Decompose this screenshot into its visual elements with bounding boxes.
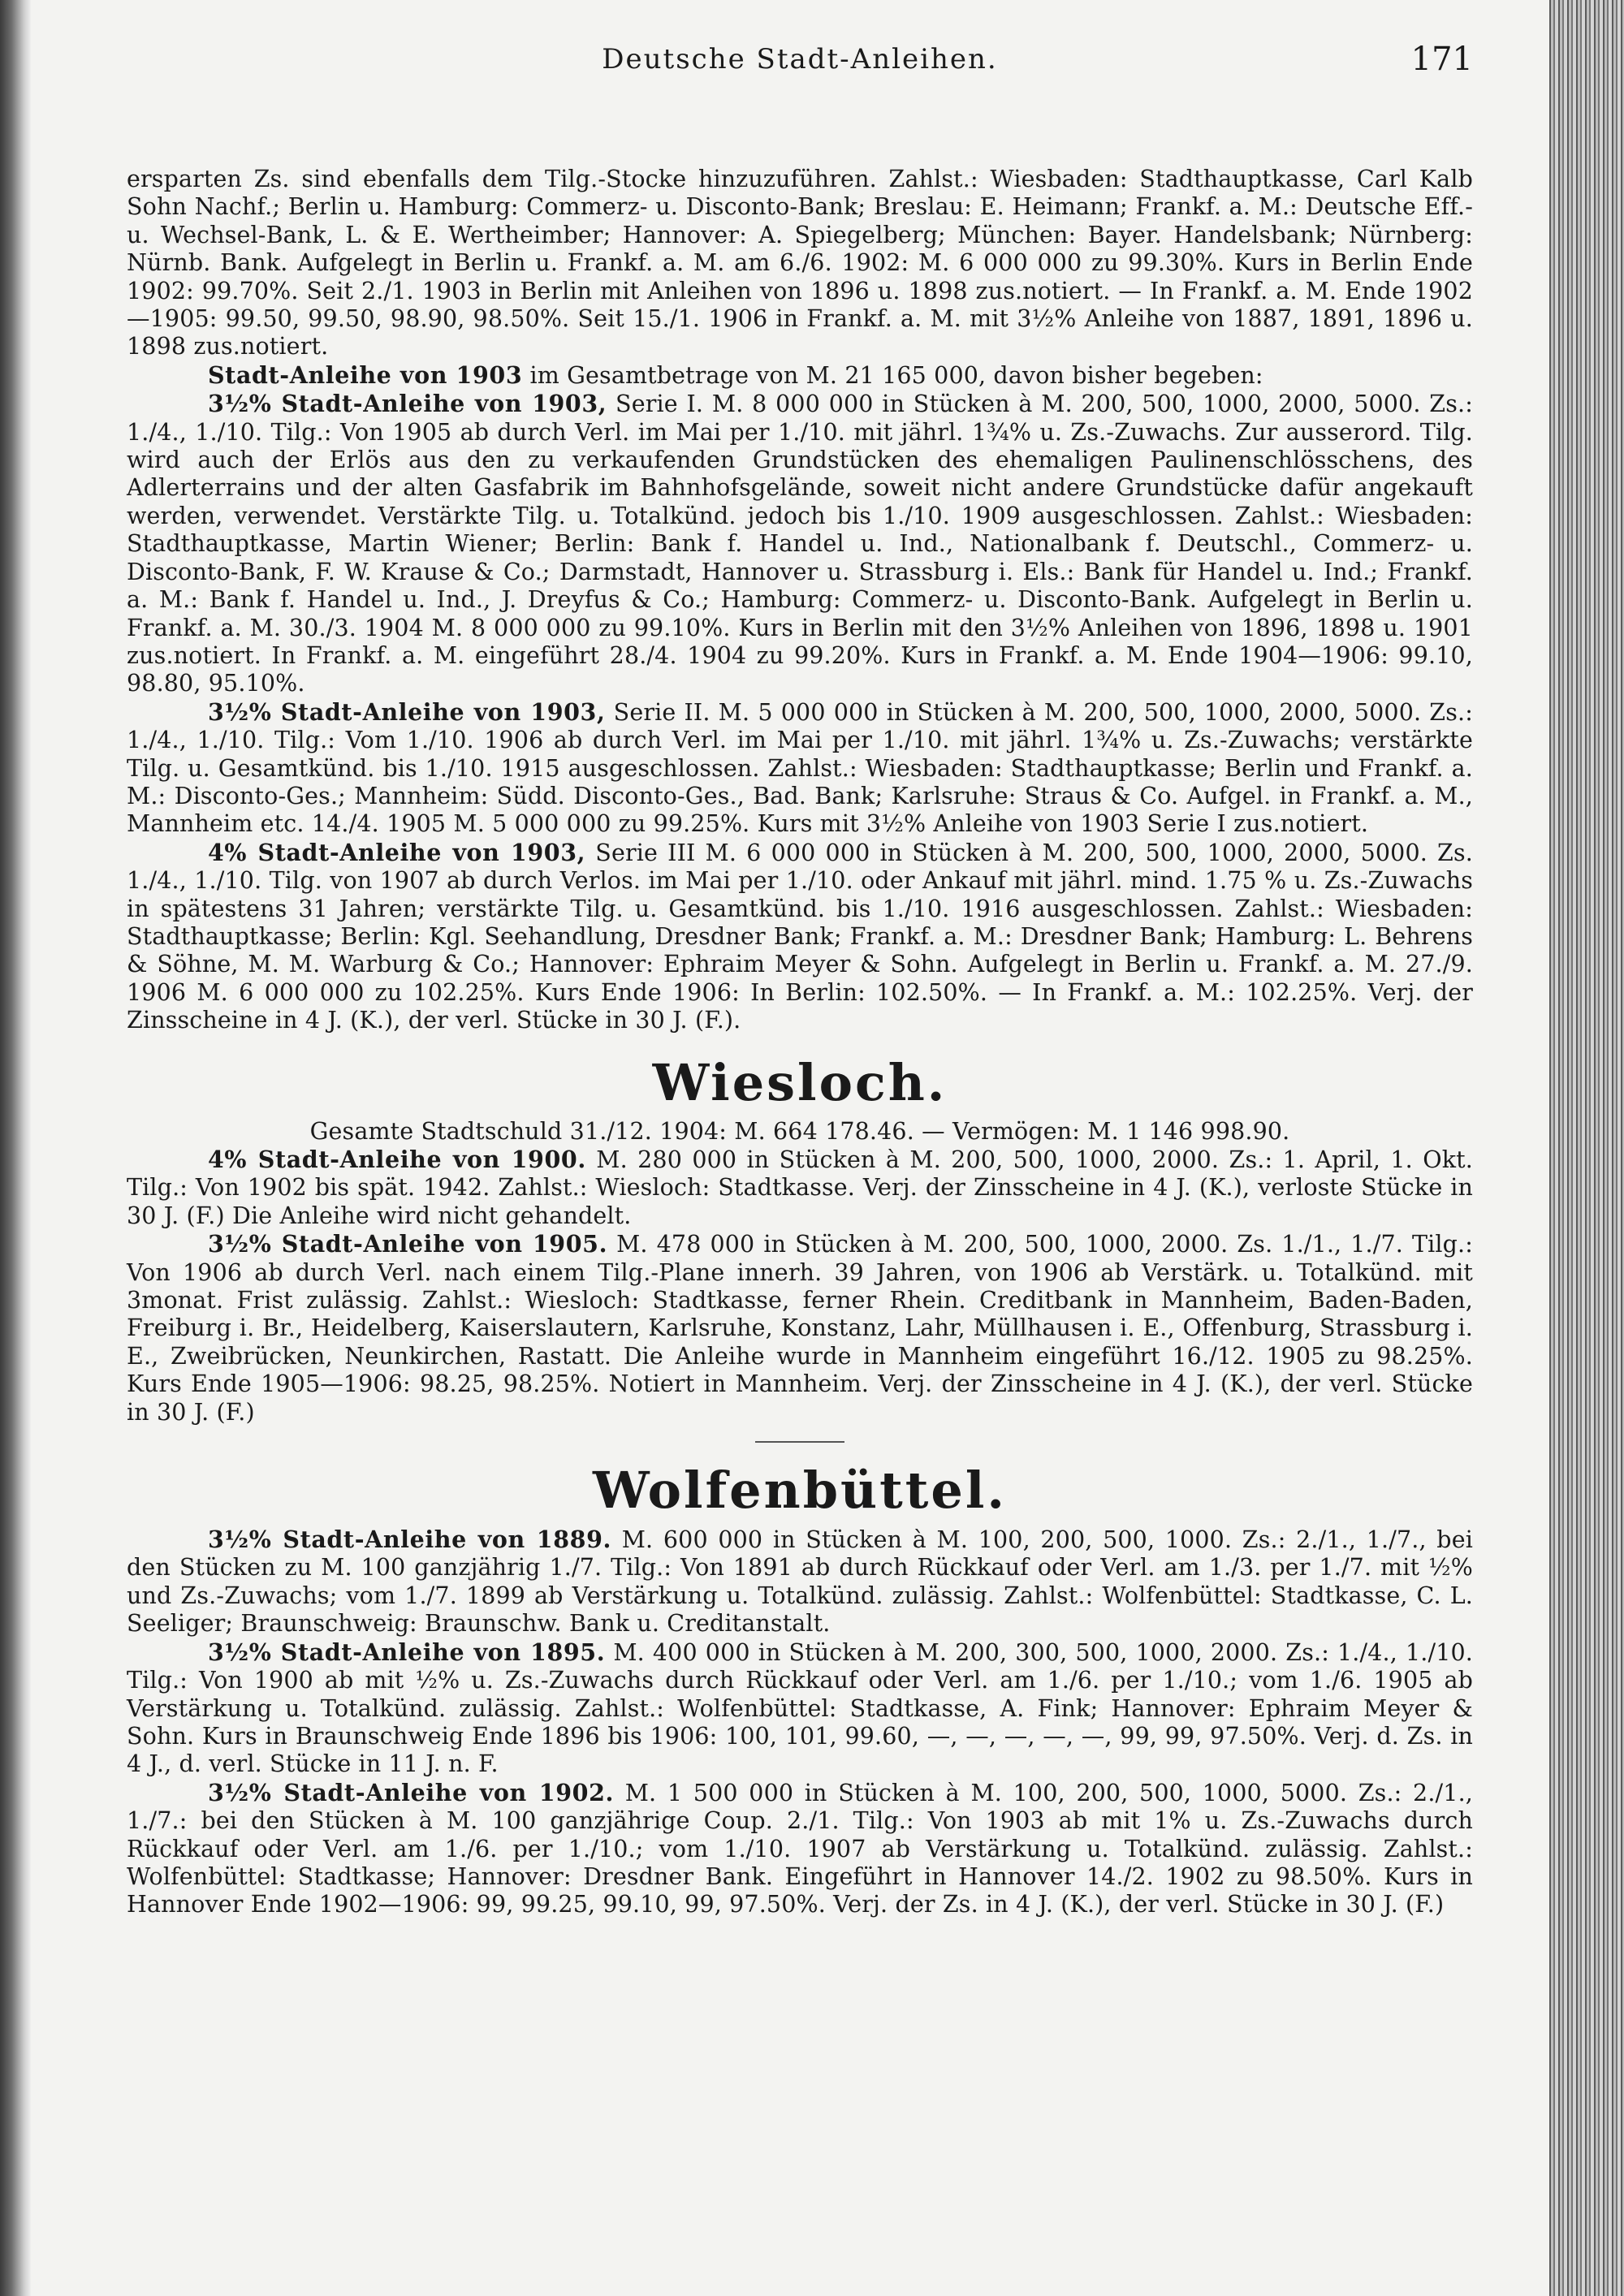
loan-heading: 4% Stadt-Anleihe von 1900. (208, 1146, 586, 1173)
loan-heading: 4% Stadt-Anleihe von 1903, (208, 838, 586, 866)
paragraph-text: M. 1 500 000 in Stücken à M. 100, 200, 500, 1000, 5000. Zs.: 2./1., 1./7.: bei den Stücken à M. 100 ganzjährige Coup. 2./1. Tilg.: Von 1903 ab mit 1% u. Zs.-Zuwachs durch Rückkauf oder Verl. am 1./6. per 1./10.; vom 1./10. 1907 ab Verstärkung u. Totalkünd. zulässig. Zahlst.: Wolfenbüttel: Stadtkasse; Hannover: Dresdner Bank. Eingeführt in Hannover 14./2. 1902 zu 98.50%. Kurs in Hannover Ende 1902—1906: 99, 99.25, 99.10, 99, 97.50%. Verj. der Zs. in 4 J. (K.), der verl. Stücke in 30 J. (F.) (127, 1779, 1473, 1918)
scan-edge-right (1549, 0, 1624, 2296)
loan-heading: Stadt-Anleihe von 1903 (208, 360, 523, 389)
book-page (31, 0, 1549, 2296)
loan-heading: 3½% Stadt-Anleihe von 1895. (208, 1638, 606, 1666)
paragraph (127, 698, 1473, 839)
paragraph-text: im Gesamtbetrage von M. 21 165 000, davon bisher begeben: (522, 361, 1263, 389)
page-number: 171 (1410, 41, 1473, 78)
loan-heading: 3½% Stadt-Anleihe von 1905. (208, 1230, 608, 1258)
loan-heading: 3½% Stadt-Anleihe von 1903, (208, 697, 606, 726)
section-title-wiesloch: Wiesloch. (652, 1052, 948, 1112)
section-divider (755, 1441, 844, 1443)
paragraph-text: M. 478 000 in Stücken à M. 200, 500, 1000, 2000. Zs. 1./1., 1./7. Tilg.: Von 1906 ab durch Verl. nach einem Tilg.-Plane innerh. 39 Jahren, von 1906 ab Verstärk. u. Totalkünd. mit 3monat. Frist zulässig. Zahlst.: Wiesloch: Stadtkasse, ferner Rhein. Creditbank in Mannheim, Baden-Baden, Freiburg i. Br., Heidelberg, Kaiserslautern, Karlsruhe, Konstanz, Lahr, Müllhausen i. E., Offenburg, Strassburg i. E., Zweibrücken, Neunkirchen, Rastatt. Die Anleihe wurde in Mannheim eingeführt 16./12. 1905 zu 98.25%. Kurs Ende 1905—1906: 98.25, 98.25%. Notiert in Mannheim. Verj. der Zinsscheine in 4 J. (K.), der verl. Stücke in 30 J. (F.) (127, 1231, 1474, 1426)
paragraph-text: Serie I. M. 8 000 000 in Stücken à M. 200, 500, 1000, 2000, 5000. Zs.: 1./4., 1./10. Tilg.: Von 1905 ab durch Verl. im Mai per 1./10. mit jährl. 1¾% u. Zs.-Zuwachs. Zur ausserord. Tilg. wird auch der Erlös aus den zu verkaufenden Grundstücken des ehemaligen Paulinenschlösschens, des Adlerterrains und der alten Gasfabrik im Bahnhofsgelände, soweit nicht andere Grundstücke dafür angekauft werden, verwendet. Verstärkte Tilg. u. Totalkünd. jedoch bis 1./10. 1909 ausgeschlossen. Zahlst.: Wiesbaden: Stadthauptkasse, Martin Wiener; Berlin: Bank f. Handel u. Ind., Nationalbank f. Deutschl., Commerz- u. Disconto-Bank, F. W. Krause & Co.; Darmstadt, Hannover u. Strassburg i. Els.: Bank für Handel u. Ind.; Frankf. a. M.: Bank f. Handel u. Ind., J. Dreyfus & Co.; Hamburg: Commerz- u. Disconto-Bank. Aufgelegt in Berlin u. Frankf. a. M. 30./3. 1904 M. 8 000 000 zu 99.10%. Kurs in Berlin mit den 3½% Anleihen von 1896, 1898 u. 1901 zus.notiert. In Frankf. a. M. eingeführt 28./4. 1904 zu 99.20%. Kurs in Frankf. a. M. Ende 1904—1906: 99.10, 98.80, 95.10%. (127, 391, 1473, 697)
paragraph-text: M. 280 000 in Stücken à M. 200, 500, 1000, 2000. Zs.: 1. April, 1. Okt. Tilg.: Von 1902 bis spät. 1942. Zahlst.: Wiesloch: Stadtkasse. Verj. der Zinsscheine in 4 J. (K.), verloste Stücke in 30 J. (F.) Die Anleihe wird nicht gehandelt. (127, 1146, 1473, 1229)
section-title-wolfenbuettel: Wolfenbüttel. (593, 1461, 1007, 1521)
paragraph (127, 1779, 1473, 1919)
paragraph-text: M. 400 000 in Stücken à M. 200, 300, 500, 1000, 2000. Zs.: 1./4., 1./10. Tilg.: Von 1900 ab mit ½% u. Zs.-Zuwachs durch Rückkauf oder Verl. am 1./6. per 1./10.; vom 1./6. 1905 ab Verstärkung u. Totalkünd. zulässig. Zahlst.: Wolfenbüttel: Stadtkasse, A. Fink; Hannover: Ephraim Meyer & Sohn. Kurs in Braunschweig Ende 1896 bis 1906: 100, 101, 99.60, —, —, —, —, —, 99, 99, 97.50%. Verj. d. Zs. in 4 J., d. verl. Stücke in 11 J. n. F. (127, 1638, 1473, 1778)
loan-heading: 3½% Stadt-Anleihe von 1889. (208, 1526, 612, 1554)
paragraph (127, 390, 1473, 697)
scan-edge-left (0, 0, 31, 2296)
paragraph (127, 1526, 1473, 1638)
paragraph (127, 1638, 1473, 1779)
paragraph-text: Serie II. M. 5 000 000 in Stücken à M. 200, 500, 1000, 2000, 5000. Zs.: 1./4., 1./10. Tilg.: Vom 1./10. 1906 ab durch Verl. im Mai per 1./10. mit jährl. 1¾% u. Zs.-Zuwachs; verstärkte Tilg. u. Gesamtkünd. bis 1./10. 1915 ausgeschlossen. Zahlst.: Wiesbaden: Stadthauptkasse; Berlin und Frankf. a. M.: Disconto-Ges.; Mannheim: Südd. Disconto-Ges., Bad. Bank; Karlsruhe: Straus & Co. Aufgel. in Frankf. a. M., Mannheim etc. 14./4. 1905 M. 5 000 000 zu 99.25%. Kurs mit 3½% Anleihe von 1903 Serie I zus.notiert. (127, 698, 1474, 838)
paragraph-text: ersparten Zs. sind ebenfalls dem Tilg.-Stocke hinzuzuführen. Zahlst.: Wiesbaden: Stadthauptkasse, Carl Kalb Sohn Nachf.; Berlin u. Hamburg: Commerz- u. Disconto-Bank; Breslau: E. Heimann; Frankf. a. M.: Deutsche Eff.- u. Wechsel-Bank, L. & E. Wertheimber; Hannover: A. Spiegelberg; München: Bayer. Handelsbank; Nürnberg: Nürnb. Bank. Aufgelegt in Berlin u. Frankf. a. M. am 6./6. 1902: M. 6 000 000 zu 99.30%. Kurs in Berlin Ende 1902: 99.70%. Seit 2./1. 1903 in Berlin mit Anleihen von 1896 u. 1898 zus.notiert. — In Frankf. a. M. Ende 1902—1905: 99.50, 99.50, 98.90, 98.50%. Seit 15./1. 1906 in Frankf. a. M. mit 3½% Anleihe von 1887, 1891, 1896 u. 1898 zus.notiert. (127, 166, 1473, 360)
running-head (127, 41, 1473, 91)
paragraph-text: M. 600 000 in Stücken à M. 100, 200, 500, 1000. Zs.: 2./1., 1./7., bei den Stücken zu M. 100 ganzjährig 1./7. Tilg.: Von 1891 ab durch Rückkauf oder Verl. am 1./3. per 1./7. mit ½% und Zs.-Zuwachs; vom 1./7. 1899 ab Verstärkung u. Totalkünd. zulässig. Zahlst.: Wolfenbüttel: Stadtkasse, C. L. Seeliger; Braunschweig: Braunschw. Bank u. Creditanstalt. (127, 1526, 1473, 1638)
page-content (127, 41, 1474, 1919)
debt-summary: Gesamte Stadtschuld 31./12. 1904: M. 664 178.46. — Vermögen: M. 1 146 998.90. (309, 1117, 1290, 1145)
paragraph (127, 1146, 1473, 1230)
paragraph (127, 361, 1473, 390)
paragraph (127, 166, 1473, 361)
loan-heading: 3½% Stadt-Anleihe von 1902. (208, 1778, 615, 1806)
paragraph (127, 1230, 1473, 1426)
paragraph (127, 839, 1473, 1035)
paragraph-text: Serie III M. 6 000 000 in Stücken à M. 200, 500, 1000, 2000, 5000. Zs. 1./4., 1./10. Tilg. von 1907 ab durch Verlos. im Mai per 1./10. oder Ankauf mit jährl. mind. 1.75 % u. Zs.-Zuwachs in spätestens 31 Jahren; verstärkte Tilg. u. Gesamtkünd. bis 1./10. 1916 ausgeschlossen. Zahlst.: Wiesbaden: Stadthauptkasse; Berlin: Kgl. Seehandlung, Dresdner Bank; Frankf. a. M.: Dresdner Bank; Hamburg: L. Behrens & Söhne, M. M. Warburg & Co.; Hannover: Ephraim Meyer & Sohn. Aufgelegt in Berlin u. Frankf. a. M. 27./9. 1906 M. 6 000 000 zu 102.25%. Kurs Ende 1906: In Berlin: 102.50%. — In Frankf. a. M.: 102.25%. Verj. der Zinsscheine in 4 J. (K.), der verl. Stücke in 30 J. (F.). (127, 839, 1473, 1034)
loan-heading: 3½% Stadt-Anleihe von 1903, (208, 390, 607, 418)
running-head-title: Deutsche Stadt-Anleihen. (602, 43, 998, 76)
